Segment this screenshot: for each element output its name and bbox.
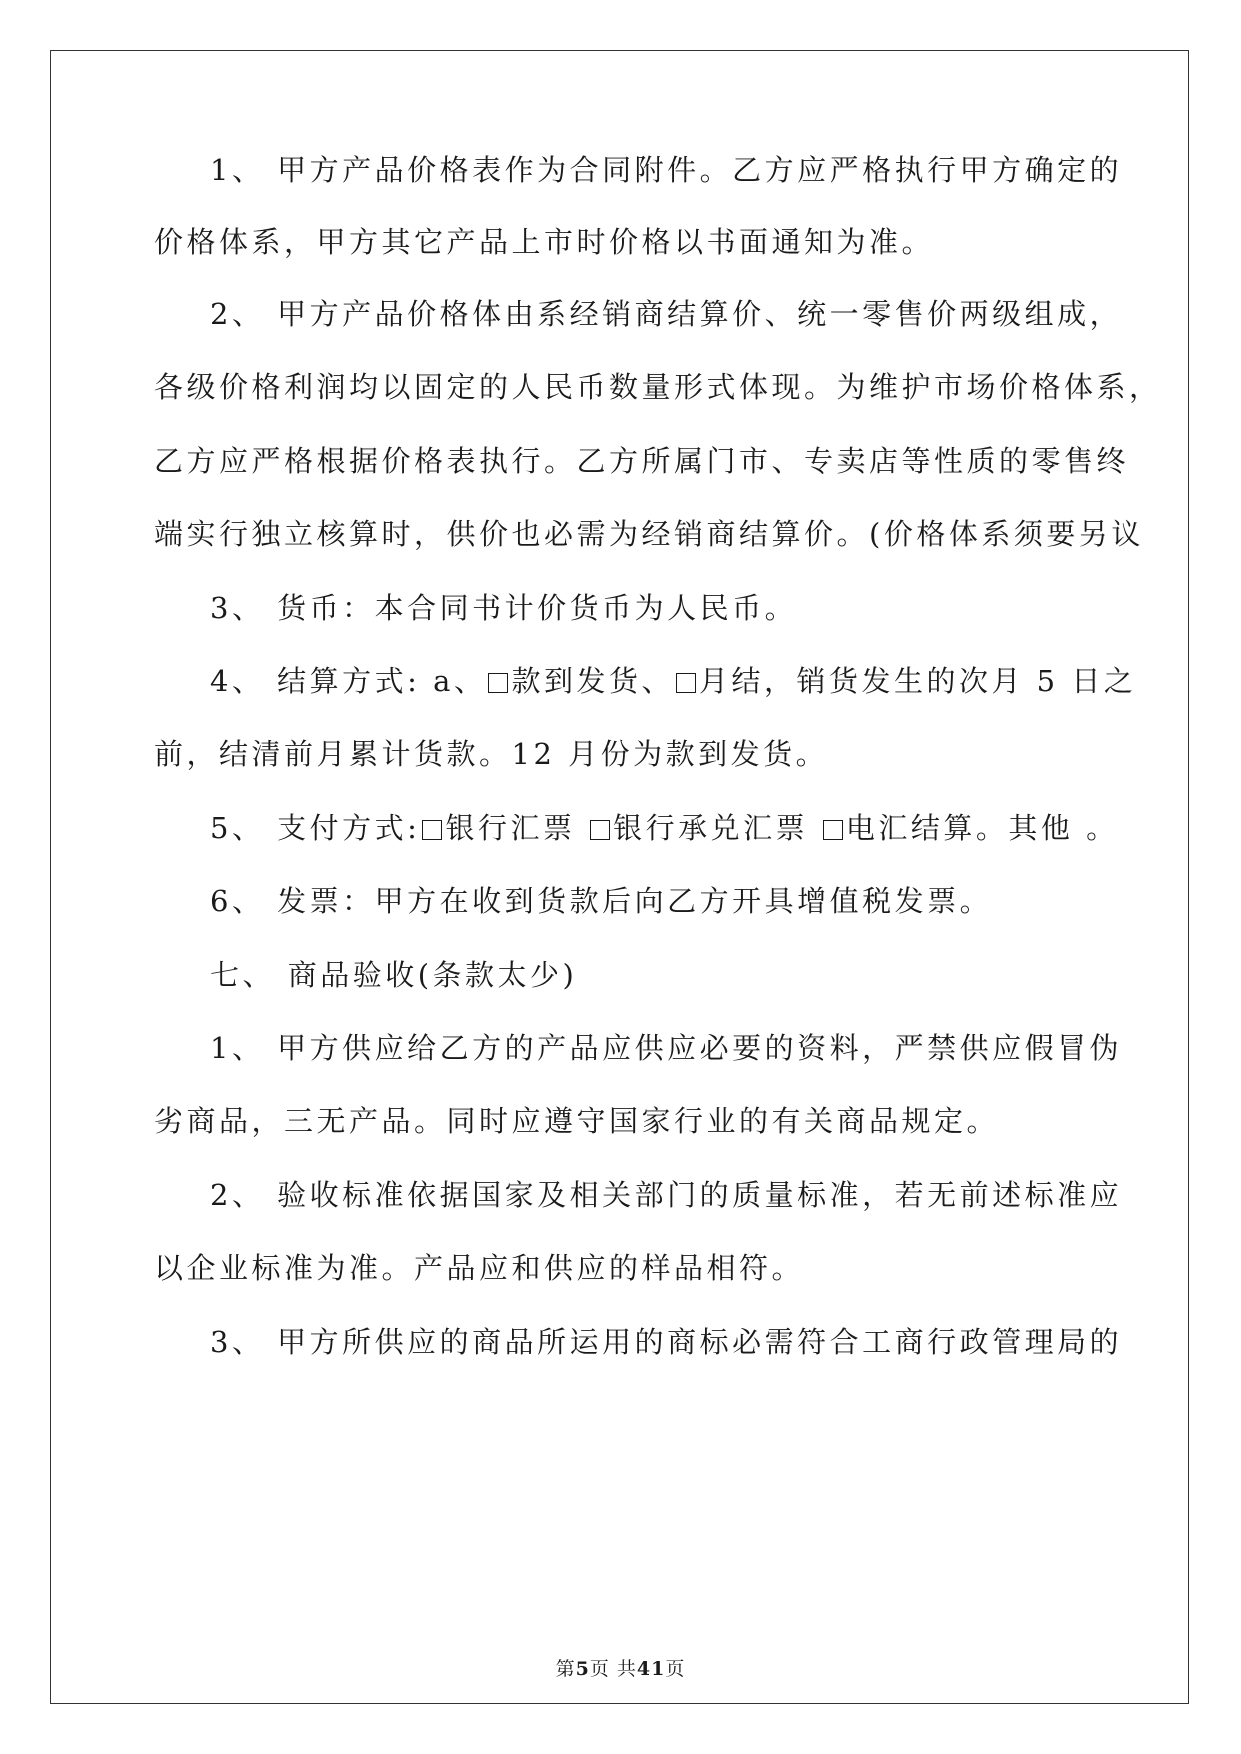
option-bank-draft: 银行汇票 bbox=[445, 811, 589, 845]
clause-6-2-line-1: 2、 甲方产品价格体由系经销商结算价、统一零售价两级组成， bbox=[210, 297, 1123, 331]
checkbox-wire-transfer bbox=[823, 820, 843, 840]
clause-7-1-line-2: 劣商品，三无产品。同时应遵守国家行业的有关商品规定。 bbox=[154, 1104, 1000, 1138]
payment-label: 5、 支付方式: bbox=[210, 811, 421, 845]
checkbox-cash-on-delivery bbox=[488, 673, 508, 693]
checkbox-bank-acceptance bbox=[590, 820, 610, 840]
option-monthly: 月结，销货发生的次月 5 日之 bbox=[698, 664, 1137, 698]
clause-6-1-line-2: 价格体系，甲方其它产品上市时价格以书面通知为准。 bbox=[154, 225, 935, 259]
option-wire-transfer: 电汇结算。其他 。 bbox=[845, 811, 1119, 845]
clause-7-2-line-1: 2、 验收标准依据国家及相关部门的质量标准，若无前述标准应 bbox=[210, 1178, 1123, 1212]
footer-prefix: 第 bbox=[555, 1658, 576, 1680]
checkbox-monthly bbox=[676, 673, 696, 693]
clause-6-2-line-3: 乙方应严格根据价格表执行。乙方所属门市、专卖店等性质的零售终 bbox=[154, 444, 1130, 478]
clause-7-3-line-1: 3、 甲方所供应的商品所运用的商标必需符合工商行政管理局的 bbox=[210, 1325, 1123, 1359]
settlement-label: 4、 结算方式: a、 bbox=[210, 664, 487, 698]
clause-7-1-line-1: 1、 甲方供应给乙方的产品应供应必要的资料，严禁供应假冒伪 bbox=[210, 1031, 1123, 1065]
footer-middle: 页 共 bbox=[589, 1658, 637, 1680]
option-cash-on-delivery: 款到发货、 bbox=[511, 664, 674, 698]
clause-6-5-line-1 bbox=[210, 810, 1170, 846]
section-7-heading: 七、 商品验收(条款太少) bbox=[210, 958, 578, 992]
clause-6-4-line-2: 前，结清前月累计货款。12 月份为款到发货。 bbox=[154, 737, 829, 771]
clause-6-1-line-1: 1、 甲方产品价格表作为合同附件。乙方应严格执行甲方确定的 bbox=[210, 153, 1123, 187]
clause-6-4-line-1 bbox=[210, 663, 1170, 699]
clause-6-3-line-1: 3、 货币：本合同书计价货币为人民币。 bbox=[210, 591, 798, 625]
footer-suffix: 页 bbox=[665, 1658, 686, 1680]
clause-6-6-line-1: 6、 发票：甲方在收到货款后向乙方开具增值税发票。 bbox=[210, 884, 993, 918]
clause-7-2-line-2: 以企业标准为准。产品应和供应的样品相符。 bbox=[154, 1251, 805, 1285]
option-bank-acceptance: 银行承兑汇票 bbox=[613, 811, 821, 845]
clause-6-2-line-4: 端实行独立核算时，供价也必需为经销商结算价。(价格体系须要另议 bbox=[154, 517, 1144, 551]
page-footer bbox=[0, 1654, 1241, 1681]
checkbox-bank-draft bbox=[422, 820, 442, 840]
current-page-number: 5 bbox=[575, 1658, 590, 1680]
clause-6-2-line-2: 各级价格利润均以固定的人民币数量形式体现。为维护市场价格体系， bbox=[154, 370, 1162, 404]
total-page-number: 41 bbox=[636, 1658, 666, 1680]
